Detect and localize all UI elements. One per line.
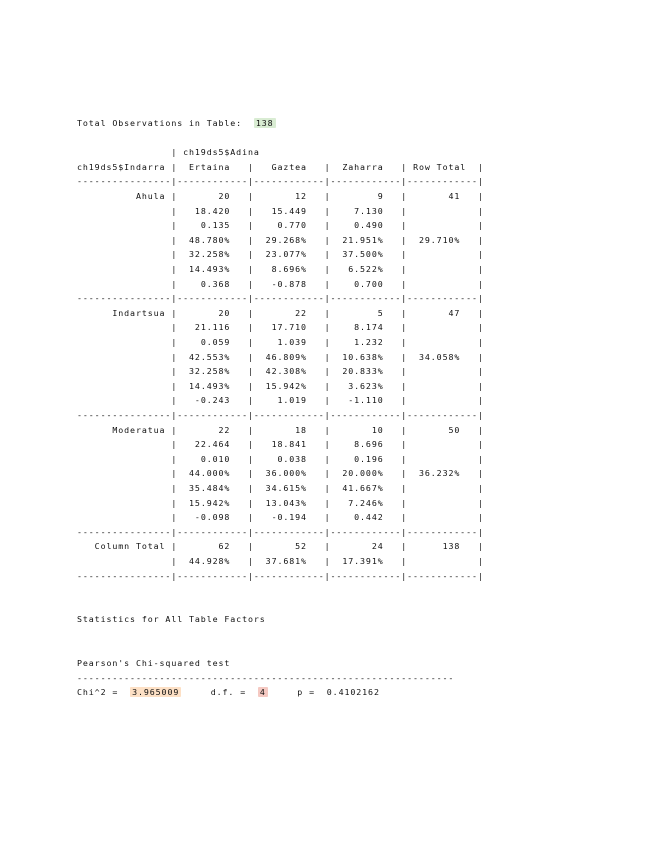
cell-r1-l3-c0: 42.553% [177,351,248,362]
cell-r1-l1-c1: 17.710 [253,322,325,333]
table-row: | 18.420 | 15.449 | 7.130 | | [171,205,484,216]
statistics-heading: Statistics for All Table Factors [77,614,266,625]
cell-r1-l4-c2: 20.833% [330,366,402,377]
cell-r0-l3-c0: 48.780% [177,234,248,245]
table-separator: ----------------|------------|------------|------------|------------| [77,526,484,537]
table-row: | 32.258% | 23.077% | 37.500% | | [171,249,484,260]
row-label-0: Ahula [77,191,172,201]
row-total-r2-l6 [407,512,478,522]
table-row: | 32.258% | 42.308% | 20.833% | | [171,366,484,377]
row-label-1: Indartsua [77,307,172,318]
cell-r2-l5-c1: 13.043% [253,497,325,508]
total-observations-line [77,116,276,130]
cell-r2-l5-c0: 15.942% [177,497,248,508]
cell-r2-l0-c0: 22 [177,424,248,435]
cell-r0-l5-c1: 8.696% [253,264,325,274]
table-row: | 0.135 | 0.770 | 0.490 | | [171,220,484,231]
chi-value: 3.965009 [132,687,180,698]
cell-r0-l2-c2: 0.490 [330,220,402,231]
table-row: Moderatua | 22 | 18 | 10 | 50 | [77,424,484,435]
cell-r0-l4-c1: 23.077% [253,249,325,260]
df-label: d.f. = [210,687,247,698]
cell-r0-l0-c1: 12 [253,191,325,201]
table-separator: ----------------|------------|------------|------------|------------| [77,570,484,581]
cell-r0-l6-c1: -0.878 [253,278,325,289]
test-title-line [77,656,230,670]
table-row: | -0.098 | -0.194 | 0.442 | | [171,512,484,523]
cell-r2-l2-c0: 0.010 [177,453,248,464]
cell-r0-l1-c1: 15.449 [253,205,325,216]
column-total-2: 24 [330,541,402,552]
cell-r0-l5-c0: 14.493% [177,264,248,274]
cell-r2-l3-c1: 36.000% [253,468,325,479]
cell-r2-l0-c1: 18 [253,424,325,435]
table-row: | 0.368 | -0.878 | 0.700 | | [171,278,484,289]
cell-r2-l4-c0: 35.484% [177,483,248,493]
cell-r2-l6-c2: 0.442 [330,512,402,523]
statistics-heading-line [77,612,266,626]
cell-r0-l3-c1: 29.268% [253,234,325,245]
cell-r1-l2-c1: 1.039 [253,337,325,347]
table-separator: ----------------|------------|------------|------------|------------| [77,176,484,187]
column-total-row: Column Total | 62 | 52 | 24 | 138 | [77,541,484,552]
chi-squared-line [77,685,380,699]
cell-r1-l2-c2: 1.232 [330,337,402,347]
cell-r2-l3-c2: 20.000% [330,468,402,479]
row-total-r0-l2 [407,220,478,230]
cell-r1-l0-c1: 22 [253,307,325,318]
row-total-r1-l1 [407,322,478,332]
table-header-row: ch19ds5$Indarra | Ertaina | Gaztea | Zaharra | Row Total | [77,161,484,172]
column-pct-1: 37.681% [253,556,325,566]
cell-r1-l4-c1: 42.308% [253,366,325,377]
cell-r2-l3-c0: 44.000% [177,468,248,479]
cell-r1-l1-c0: 21.116 [177,322,248,333]
table-row: | 14.493% | 8.696% | 6.522% | | [171,264,484,274]
table-row: Indartsua | 20 | 22 | 5 | 47 | [77,307,484,318]
cell-r2-l1-c1: 18.841 [253,439,325,450]
cell-r1-l3-c1: 46.809% [253,351,325,362]
row-total-r0-l0: 41 [407,191,478,201]
column-pct-2: 17.391% [330,556,402,566]
table-row: | 44.000% | 36.000% | 20.000% | 36.232% | [171,468,484,479]
row-total-r1-l5 [407,381,478,391]
cell-r0-l0-c0: 20 [177,191,248,201]
column-variable-header: | ch19ds5$Adina [77,147,260,158]
cell-r1-l5-c1: 15.942% [253,380,325,391]
row-total-r0-l5 [407,264,478,274]
cell-r1-l6-c0: -0.243 [177,395,248,406]
row-total-header: Row Total [407,161,478,172]
table-row: | 21.116 | 17.710 | 8.174 | | [171,322,484,333]
table-row: Ahula | 20 | 12 | 9 | 41 | [77,191,484,201]
cell-r1-l6-c2: -1.110 [330,395,402,406]
cell-r2-l4-c1: 34.615% [253,483,325,493]
table-row: | 0.059 | 1.039 | 1.232 | | [171,337,484,347]
table-row: | 14.493% | 15.942% | 3.623% | | [171,380,484,391]
table-row: | 0.010 | 0.038 | 0.196 | | [171,453,484,464]
row-total-r1-l3: 34.058% [407,351,478,362]
cell-r0-l4-c0: 32.258% [177,249,248,260]
cell-r0-l3-c2: 21.951% [330,234,402,245]
table-row: | 15.942% | 13.043% | 7.246% | | [171,497,484,508]
row-total-r2-l3: 36.232% [407,468,478,479]
cell-r0-l6-c0: 0.368 [177,278,248,289]
cell-r2-l2-c2: 0.196 [330,453,402,464]
row-total-r0-l6 [407,279,478,289]
cell-r0-l1-c2: 7.130 [330,205,402,216]
table-row: | -0.243 | 1.019 | -1.110 | | [171,395,484,406]
cell-r1-l0-c0: 20 [177,307,248,318]
row-total-r2-l2 [407,454,478,464]
row-label-2: Moderatua [77,424,172,435]
cell-r2-l2-c1: 0.038 [253,453,325,464]
cell-r0-l1-c0: 18.420 [177,205,248,216]
cell-r1-l5-c2: 3.623% [330,380,402,391]
cell-r0-l2-c1: 0.770 [253,220,325,231]
cell-r1-l3-c2: 10.638% [330,351,402,362]
table-row: | 22.464 | 18.841 | 8.696 | | [171,439,484,450]
column-pct-0: 44.928% [177,556,248,566]
row-total-r1-l0: 47 [407,307,478,318]
cell-r2-l5-c2: 7.246% [330,497,402,508]
cell-r0-l0-c2: 9 [330,191,402,201]
total-observations-label: Total Observations in Table: [77,118,243,128]
cell-r0-l2-c0: 0.135 [177,220,248,231]
row-total-r2-l5 [407,498,478,508]
cell-r1-l1-c2: 8.174 [330,322,402,333]
cell-r0-l6-c2: 0.700 [330,278,402,289]
row-total-r2-l4 [407,483,478,493]
column-total-0: 62 [177,541,248,552]
column-header-1: Gaztea [253,161,325,172]
grand-total: 138 [407,541,478,552]
row-total-r0-l3: 29.710% [407,234,478,245]
table-row: | 35.484% | 34.615% | 41.667% | | [171,483,484,493]
column-pct-row: | 44.928% | 37.681% | 17.391% | | [171,556,484,566]
cell-r2-l4-c2: 41.667% [330,483,402,493]
row-total-r1-l2 [407,337,478,347]
row-variable-name: ch19ds5$Indarra [77,161,172,172]
table-separator: ----------------|------------|------------|------------|------------| [77,410,484,420]
cell-r2-l6-c0: -0.098 [177,512,248,523]
column-header-0: Ertaina [177,161,248,172]
cell-r2-l6-c1: -0.194 [253,512,325,523]
total-observations-value: 138 [255,118,274,128]
p-label: p = [297,687,315,698]
cell-r1-l0-c2: 5 [330,307,402,318]
cell-r2-l1-c2: 8.696 [330,439,402,450]
cell-r0-l4-c2: 37.500% [330,249,402,260]
df-value: 4 [259,687,266,698]
table-row: | 48.780% | 29.268% | 21.951% | 29.710% | [171,234,484,245]
row-total-r2-l0: 50 [407,424,478,435]
test-separator: ---------------------------------------------------------------- [77,672,455,683]
row-total-r1-l6 [407,395,478,405]
cell-r1-l6-c1: 1.019 [253,395,325,406]
cell-r1-l4-c0: 32.258% [177,366,248,377]
test-title: Pearson's Chi-squared test [77,658,231,669]
chi-label: Chi^2 = [77,687,119,698]
cell-r2-l0-c2: 10 [330,424,402,435]
column-total-1: 52 [253,541,325,552]
cell-r0-l5-c2: 6.522% [330,264,402,274]
p-value: 0.4102162 [326,687,380,698]
column-header-2: Zaharra [330,161,402,172]
row-total-r2-l1 [407,439,478,449]
row-total-r1-l4 [407,366,478,376]
cell-r1-l5-c0: 14.493% [177,380,248,391]
table-separator: ----------------|------------|------------|------------|------------| [77,293,484,304]
column-total-label: Column Total [77,541,172,552]
table-row: | 42.553% | 46.809% | 10.638% | 34.058% | [171,351,484,362]
row-total-r0-l4 [407,249,478,259]
row-total-r0-l1 [407,206,478,216]
column-variable-name: ch19ds5$Adina [183,147,260,158]
cell-r2-l1-c0: 22.464 [177,439,248,450]
cell-r1-l2-c0: 0.059 [177,337,248,347]
